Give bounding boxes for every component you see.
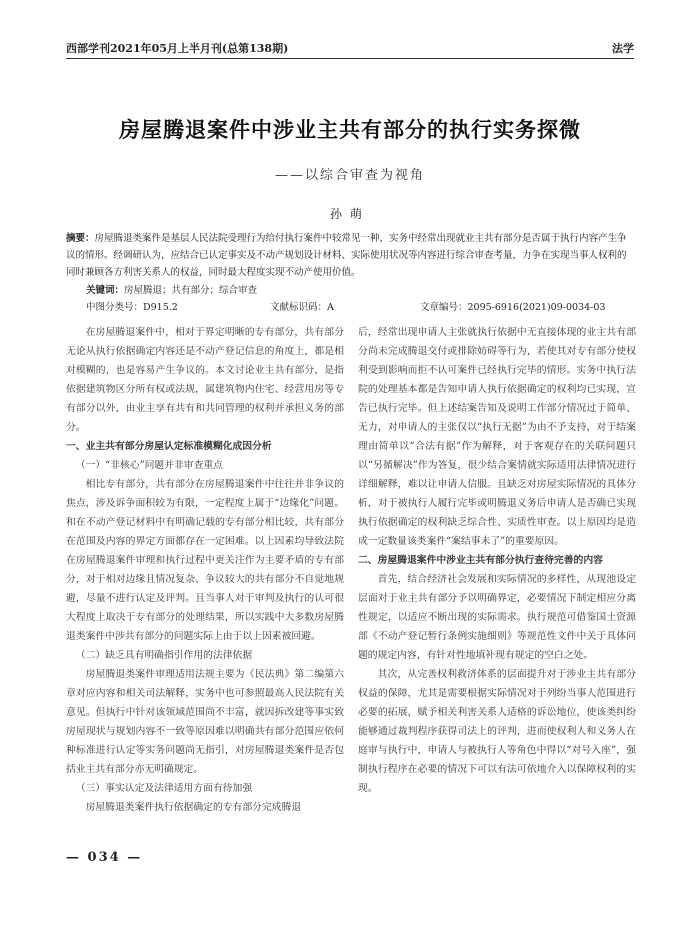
document-code: 文献标识码：A [270, 302, 334, 313]
abstract-label: 摘要： [66, 233, 95, 244]
journal-issue: 西部学刊2021年05月上半月刊(总第138期) [66, 42, 289, 55]
page-number: — 034 — [66, 850, 143, 865]
section-heading: 二、房屋腾退案件中涉业主共有部分执行查待完善的内容 [358, 555, 603, 566]
body-paragraph: 房屋腾退类案件执行依据确定的专有部分完成腾退 [85, 802, 302, 813]
body-paragraph: 相比专有部分，共有部分在房屋腾退案件中往往并非争议的焦点，涉及诉争面积较为有限，一定程度上属于“边缘化”问题。和在不动产登记材料中有明确记载的专有部分相比较，共有部分在范围及内容的界定方面都存在一定困难。以上因素均导致法院在房屋腾退案件审理和执行过程中更关注作为主要矛盾的专有部分，对于相对边缘且情况复杂、争议较大的共有部分不自觉地规避，尽量不进行认定及评判。且当事人对于审判及执行的认可很大程度上取决于专有部分的处理结果，所以实践中大多数房屋腾退类案件中涉共有部分的问题实际上由于以上因素被回避。 [66, 479, 344, 642]
article-number: 文章编号：2095-6916(2021)09-0034-03 [420, 302, 606, 313]
left-column [66, 323, 344, 817]
abstract [66, 230, 634, 281]
author-name: 孙萌 [329, 207, 370, 221]
abstract-text: 房屋腾退类案件是基层人民法院受理行为给付执行案件中较常见一种，实务中经常出现就业主共有部分是否属于执行内容产生争议的情形。经调研认为，应结合已认定事实及不动产规划设计材料、实际使用状况等内容进行综合审查考量，力争在实现当事人权利的同时兼顾各方利害关系人的权益，同时最大程度实现不动产使用价值。 [66, 233, 627, 278]
body-paragraph: 其次，从完善权利救济体系的层面提升对于涉业主共有部分权益的保障，尤其是需要根据实际情况对于列纷当事人范围进行必要的拓展，赋予相关利害关系人适格的诉讼地位，使该类纠纷能够通过裁判程序获得司法上的评判，进而使权利人和义务人在庭审与执行中，申请人与被执行人等角色中得以“对号入座”，强制执行程序在必要的情况下可以有法可依地介入以保障权利的实现。 [358, 669, 636, 794]
body-paragraph: 房屋腾退类案件审理适用法规主要为《民法典》第二编第六章对应内容和相关司法解释，实务中也可参照最高人民法院有关意见。但执行中针对该领域范围尚不丰富，就因拆改建等事实致房屋现状与规划内容不一致等原因难以明确共有部分范围应依何种标准进行认定等实务问题尚无指引，对房屋腾退类案件是否包括业主共有部分亦无明确规定。 [66, 669, 344, 775]
subsection-heading: （一）“非核心”问题并非审查重点 [75, 460, 223, 471]
subsection-heading: （二）缺乏具有明确指引作用的法律依据 [75, 650, 253, 661]
clc-number: 中图分类号：D915.2 [86, 302, 178, 313]
article-subtitle: ——以综合审查为视角 [274, 168, 425, 183]
section-label: 法学 [612, 42, 634, 55]
keywords-label: 关键词： [86, 285, 125, 296]
right-column [358, 323, 636, 798]
keywords [86, 282, 257, 296]
header-rule [66, 58, 634, 59]
keywords-text: 房屋腾退；共有部分；综合审查 [124, 285, 258, 296]
section-heading: 一、业主共有部分房屋认定标准模糊化成因分析 [66, 441, 272, 452]
body-paragraph: 在房屋腾退案件中，相对于界定明晰的专有部分，共有部分无论从执行依据确定内容还是不动产登记信息的角度上，都是相对模糊的，也是容易产生争议的。本文讨论业主共有部分，是指依据建筑物区分所有权或法规，属建筑物内住宅、经营用房等专有部分以外，由业主享有共有和共同管理的权利并承担义务的部分。 [66, 327, 344, 433]
body-paragraph: 后，经常出现申请人主张就执行依据中无直接体现的业主共有部分尚未完成腾退交付或排除妨碍等行为，若使其对专有部分使权利受到影响而拒不认可案件已经执行完毕的情形。实务中执行法院的处理基本都是告知申请人执行依据确定的权利均已实现，宣告已执行完毕。但上述结案告知及说明工作部分情况过于简单、无力，对申请人的主张仅以“执行无据”为由不予支持，对于结案理由简单以“合法有据”作为解释，对于客观存在的关联问题只以“另循解决”作为答复，很少结合案情就实际适用法律情况进行详细解释，难以让申请人信服。且缺乏对房屋实际情况的具体分析，对于被执行人履行完毕或明腾退义务后申请人是否确已实现执行依据确定的权利缺乏综合性、实质性审查。以上原因均是造成一定数量该类案件“案结事未了”的重要原因。 [358, 327, 636, 547]
body-paragraph: 首先，结合经济社会发展和实际情况的多样性，从现池设定层面对于业主共有部分予以明确界定，必要情况下制定相应分离性规定，以适应不断出现的实际需求。执行规范可借鉴国土资源部《不动产登记暂行条例实施细则》等规范性文件中关于具体问题的规定内容，有针对性地填补现有规定的空白之处。 [358, 574, 636, 661]
article-title: 房屋腾退案件中涉业主共有部分的执行实务探微 [119, 117, 581, 142]
running-header [66, 38, 634, 58]
subsection-heading: （三）事实认定及法律适用方面有待加强 [75, 783, 253, 794]
